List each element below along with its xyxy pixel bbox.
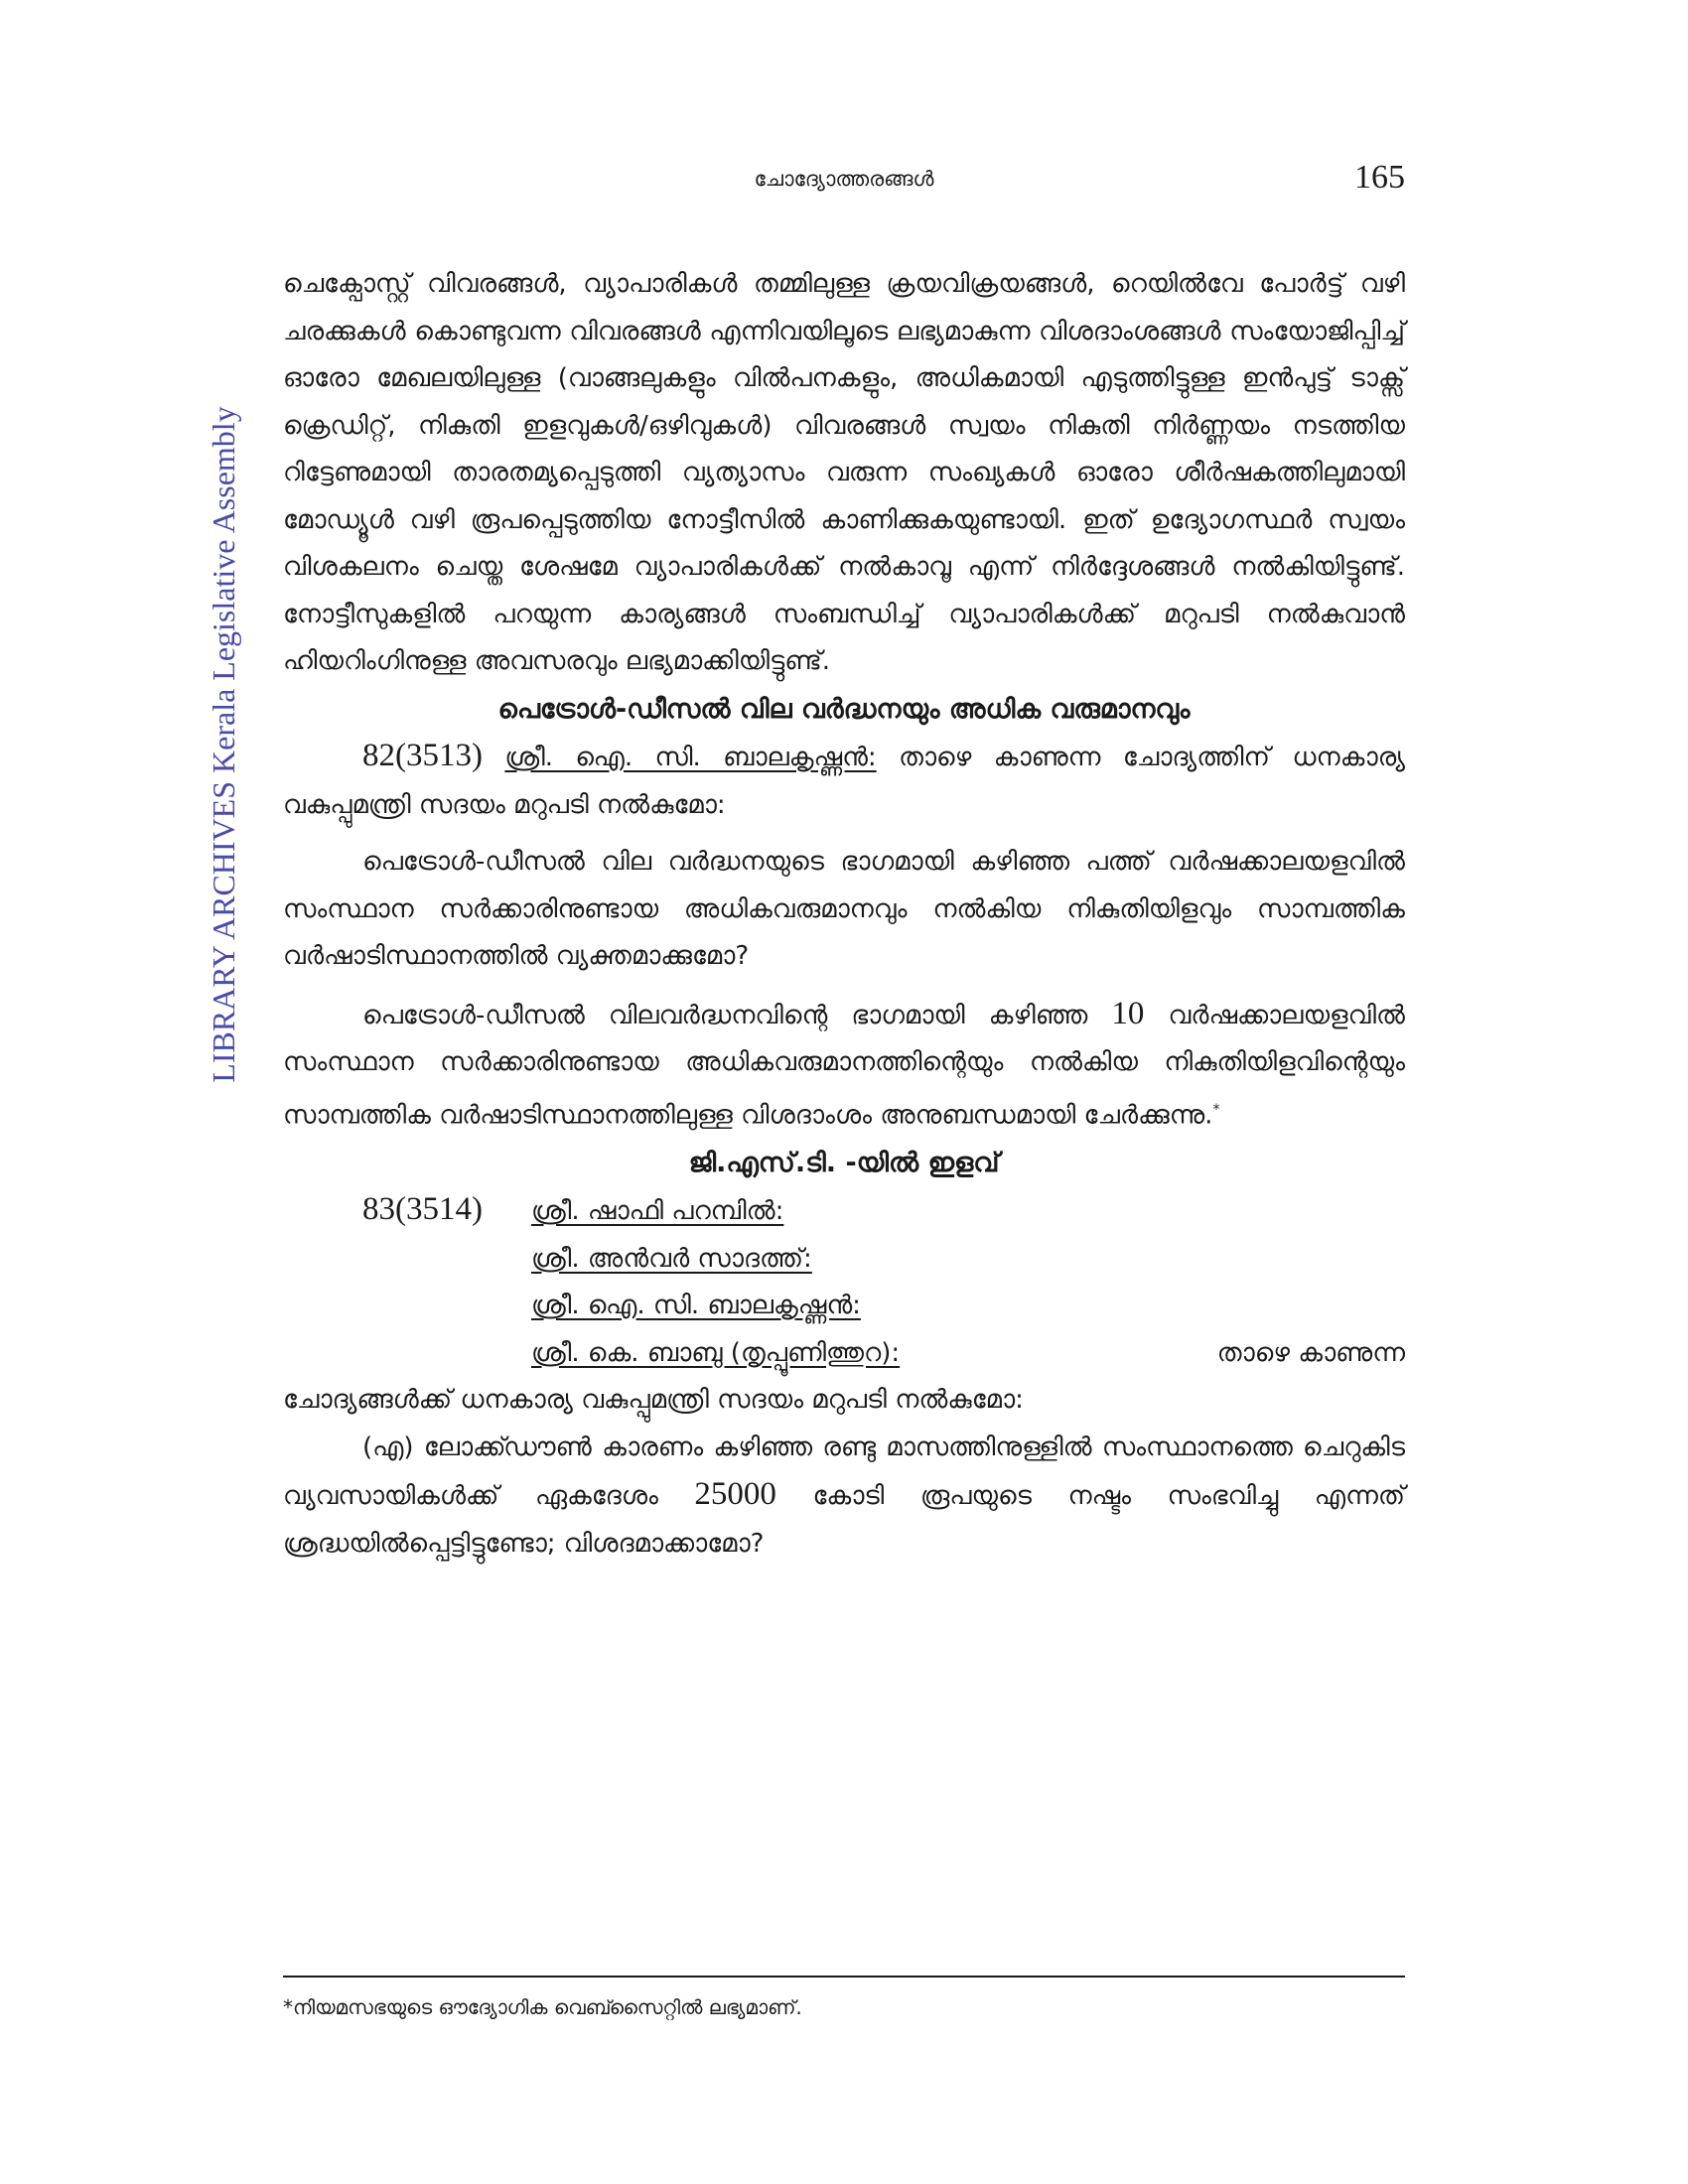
answer-82 [283, 991, 1405, 1140]
question-82-intro: താഴെ കാണുന്ന ചോദ്യത്തിന് ധനകാര്യ വകുപ്പുമന്ത്രി സദയം മറുപടി നൽകുമോ: [283, 743, 1405, 820]
question-83-member-2: ശ്രീ. അൻവർ സാദത്ത്: [531, 1243, 812, 1274]
question-83-member-4: ശ്രീ. കെ. ബാബു (തൃപ്പൂണിത്തുറ): [531, 1337, 901, 1368]
question-83-member-1: ശ്രീ. ഷാഫി പറമ്പിൽ: [531, 1196, 784, 1227]
answer-82-footnote-mark: * [1212, 1101, 1220, 1118]
question-83-a-part2: കോടി രൂപയുടെ നഷ്ടം സംഭവിച്ചു എന്നത് ശ്രദ്ധയിൽപ്പെട്ടിട്ടുണ്ടോ; വിശദമാക്കാമോ? [283, 1481, 1405, 1559]
question-83-number: 83(3514) [362, 1191, 483, 1228]
question-83-a-label: (എ) [362, 1432, 414, 1462]
footnote: *നിയമസഭയുടെ ഔദ്യോഗിക വെബ്സൈറ്റിൽ ലഭ്യമാണ്. [283, 1995, 802, 2019]
archive-watermark: LIBRARY ARCHIVES Kerala Legislative Assembly [206, 406, 241, 1083]
question-83-a [283, 1425, 1405, 1569]
question-83-intro-end: ചോദ്യങ്ങൾക്ക് ധനകാര്യ വകുപ്പുമന്ത്രി സദയം മറുപടി നൽകുമോ: [283, 1385, 1024, 1416]
question-83-line-1 [283, 1186, 1405, 1236]
question-82-text: പെട്രോൾ-ഡീസൽ വില വർദ്ധനയുടെ ഭാഗമായി കഴിഞ്ഞ പത്ത് വർഷക്കാലയളവിൽ സംസ്ഥാന സർക്കാരിനുണ്ടായ അധികവരുമാനവും നൽകിയ നികുതിയിളവും സാമ്പത്തിക വർഷാടിസ്ഥാനത്തിൽ വ്യക്തമാക്കുമോ? [283, 847, 1405, 971]
question-82-member: ശ്രീ. ഐ. സി. ബാലകൃഷ്ണൻ: [504, 743, 877, 772]
section-83-heading: ജി.എസ്.ടി. -യിൽ ഇളവ് [688, 1147, 1000, 1178]
question-82 [283, 733, 1405, 829]
page-title: ചോദ്യോത്തരങ്ങൾ [754, 167, 934, 191]
intro-paragraph: ചെക്പോസ്റ്റ് വിവരങ്ങൾ, വ്യാപാരികൾ തമ്മിലുള്ള ക്രയവിക്രയങ്ങൾ, റെയിൽവേ പോർട്ട് വഴി ചരക്കുകൾ കൊണ്ടുവന്ന വിവരങ്ങൾ എന്നിവയിലൂടെ ലഭ്യമാകുന്ന വിശദാംശങ്ങൾ സംയോജിപ്പിച്ച് ഓരോ മേഖലയിലുള്ള (വാങ്ങലുകളും വിൽപനകളും, അധികമായി എടുത്തിട്ടുള്ള ഇൻപുട്ട് ടാക്സ് ക്രെഡിറ്റ്, നികുതി ഇളവുകൾ/ഒഴിവുകൾ) വിവരങ്ങൾ സ്വയം നികുതി നിർണ്ണയം നടത്തിയ റിട്ടേണുമായി താരതമ്യപ്പെടുത്തി വ്യത്യാസം വരുന്ന സംഖ്യകൾ ഓരോ ശീർഷകത്തിലുമായി മോഡ്യൂൾ വഴി രൂപപ്പെടുത്തിയ നോട്ടീസിൽ കാണിക്കുകയുണ്ടായി. ഇത് ഉദ്യോഗസ്ഥർ സ്വയം വിശകലനം ചെയ്ത ശേഷമേ വ്യാപാരികൾക്ക് നൽകാവൂ എന്ന് നിർദ്ദേശങ്ങൾ നൽകിയിട്ടുണ്ട്. നോട്ടീസുകളിൽ പറയുന്ന കാര്യങ്ങൾ സംബന്ധിച്ച് വ്യാപാരികൾക്ക് മറുപടി നൽകുവാൻ ഹിയറിംഗിനുള്ള അവസരവും ലഭ്യമാക്കിയിട്ടുണ്ട്. [283, 269, 1405, 676]
question-83-member-3: ശ്രീ. ഐ. സി. ബാലകൃഷ്ണൻ: [531, 1291, 861, 1321]
question-83-line-2 [283, 1236, 1405, 1284]
answer-82-rest: വർഷക്കാലയളവിൽ സംസ്ഥാന സർക്കാരിനുണ്ടായ അധികവരുമാനത്തിന്റെയും നൽകിയ നികുതിയിളവിന്റെയും സാമ്പത്തിക വർഷാടിസ്ഥാനത്തിലുള്ള വിശദാംശം അനുബന്ധമായി ചേർക്കുന്നു. [283, 1000, 1406, 1131]
question-83-intro-start: താഴെ കാണുന്ന [1216, 1337, 1405, 1368]
question-82-number: 82(3513) [362, 738, 483, 773]
page-number: 165 [1354, 159, 1405, 196]
question-83-a-part1: ലോക്ക്ഡൗൺ കാരണം കഴിഞ്ഞ രണ്ടു മാസത്തിനുള്ളിൽ സംസ്ഥാനത്തെ ചെറുകിട വ്യവസായികൾക്ക് ഏകദേശം [283, 1432, 1406, 1512]
footnote-divider [283, 1976, 1405, 1978]
section-82-heading: പെട്രോൾ-ഡീസൽ വില വർദ്ധനയും അധിക വരുമാനവും [497, 693, 1191, 725]
question-83-line-4 [283, 1330, 1405, 1378]
question-83-a-amount: 25000 [694, 1476, 776, 1513]
question-83-line-3 [283, 1283, 1405, 1330]
page-body [283, 261, 1405, 1568]
running-header [283, 159, 1405, 208]
answer-82-prefix: പെട്രോൾ-ഡീസൽ വിലവർദ്ധനവിന്റെ ഭാഗമായി കഴിഞ്ഞ [362, 1000, 1088, 1030]
answer-82-number: 10 [1111, 995, 1145, 1031]
